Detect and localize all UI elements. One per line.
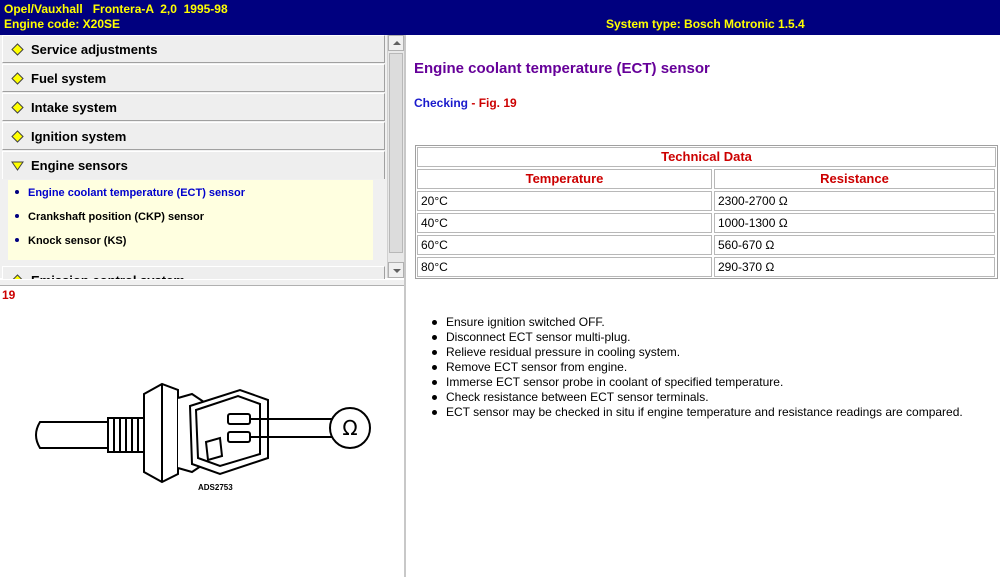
table-caption: Technical Data bbox=[417, 147, 996, 167]
resistance-cell: 290-370 Ω bbox=[714, 257, 995, 277]
bullet-icon bbox=[432, 395, 437, 400]
nav-subitem-label: Knock sensor (KS) bbox=[28, 235, 127, 247]
resistance-cell: 560-670 Ω bbox=[714, 235, 995, 255]
system-type: System type: Bosch Motronic 1.5.4 bbox=[606, 17, 805, 31]
diamond-arrow-down-icon bbox=[12, 160, 23, 171]
nav-subitem-label: Crankshaft position (CKP) sensor bbox=[28, 211, 205, 223]
figure-code: ADS2753 bbox=[198, 483, 233, 492]
engine-sensors-subpanel bbox=[8, 180, 373, 260]
scroll-down-button[interactable] bbox=[388, 262, 404, 278]
step-text: ECT sensor may be checked in situ if engine temperature and resistance readings are compared. bbox=[446, 405, 963, 419]
nav-subitem-ect-sensor[interactable] bbox=[8, 182, 373, 206]
bullet-icon bbox=[432, 335, 437, 340]
nav-category-fuel-system[interactable] bbox=[2, 64, 385, 92]
bullet-icon bbox=[15, 238, 19, 242]
scroll-up-button[interactable] bbox=[388, 35, 404, 51]
list-item bbox=[428, 360, 963, 375]
ect-sensor-diagram bbox=[20, 376, 380, 486]
list-item bbox=[428, 345, 963, 360]
step-text: Ensure ignition switched OFF. bbox=[446, 315, 605, 329]
column-header-resistance: Resistance bbox=[714, 169, 995, 189]
checking-heading bbox=[414, 96, 517, 110]
technical-data-table bbox=[415, 145, 998, 279]
bullet-icon bbox=[432, 320, 437, 325]
nav-category-label: Engine sensors bbox=[31, 158, 128, 173]
step-text: Relieve residual pressure in cooling system. bbox=[446, 345, 681, 359]
bullet-icon bbox=[15, 190, 19, 194]
table-row bbox=[416, 212, 997, 234]
temperature-cell: 80°C bbox=[417, 257, 712, 277]
table-caption-row bbox=[416, 146, 997, 168]
nav-category-label: Fuel system bbox=[31, 71, 107, 86]
nav-scrollbar[interactable] bbox=[387, 35, 404, 278]
bullet-icon bbox=[432, 410, 437, 415]
table-header-row bbox=[416, 168, 997, 190]
content-panel bbox=[406, 35, 1000, 577]
nav-category-ignition-system[interactable] bbox=[2, 122, 385, 150]
nav-category-engine-sensors[interactable] bbox=[2, 151, 385, 179]
horizontal-splitter[interactable] bbox=[0, 279, 404, 286]
nav-category-label: Service adjustments bbox=[31, 42, 158, 57]
bullet-icon bbox=[432, 350, 437, 355]
figure-link[interactable]: Fig. 19 bbox=[478, 96, 517, 110]
nav-subitem-knock-sensor[interactable] bbox=[8, 230, 373, 254]
temperature-cell: 20°C bbox=[417, 191, 712, 211]
temperature-cell: 60°C bbox=[417, 235, 712, 255]
table-row bbox=[416, 256, 997, 278]
sidebar-nav bbox=[0, 35, 405, 278]
list-item bbox=[428, 405, 963, 420]
list-item bbox=[428, 375, 963, 390]
bullet-icon bbox=[15, 214, 19, 218]
diamond-arrow-icon bbox=[12, 131, 23, 142]
nav-category-label: Ignition system bbox=[31, 129, 127, 144]
figure-panel bbox=[0, 286, 405, 577]
step-text: Remove ECT sensor from engine. bbox=[446, 360, 628, 374]
nav-category-service-adjustments[interactable] bbox=[2, 35, 385, 63]
step-text: Immerse ECT sensor probe in coolant of specified temperature. bbox=[446, 375, 784, 389]
vehicle-info: Opel/Vauxhall Frontera-A 2,0 1995-98 bbox=[4, 2, 228, 16]
list-item bbox=[428, 390, 963, 405]
temperature-cell: 40°C bbox=[417, 213, 712, 233]
diamond-arrow-icon bbox=[12, 102, 23, 113]
ohm-icon: Ω bbox=[342, 416, 358, 440]
nav-subitem-ckp-sensor[interactable] bbox=[8, 206, 373, 230]
nav-list bbox=[0, 35, 387, 278]
arrow-down-icon bbox=[393, 269, 401, 273]
engine-code: Engine code: X20SE bbox=[4, 17, 121, 31]
nav-category-label: Intake system bbox=[31, 100, 117, 115]
resistance-cell: 1000-1300 Ω bbox=[714, 213, 995, 233]
diamond-arrow-icon bbox=[12, 73, 23, 84]
table-row bbox=[416, 234, 997, 256]
page-title: Engine coolant temperature (ECT) sensor bbox=[414, 60, 710, 77]
resistance-cell: 2300-2700 Ω bbox=[714, 191, 995, 211]
nav-subitem-label: Engine coolant temperature (ECT) sensor bbox=[28, 187, 245, 199]
procedure-steps bbox=[428, 315, 963, 420]
list-item bbox=[428, 330, 963, 345]
checking-label: Checking bbox=[414, 96, 469, 110]
bullet-icon bbox=[432, 380, 437, 385]
list-item bbox=[428, 315, 963, 330]
figure-number: 19 bbox=[2, 288, 16, 302]
checking-separator: - bbox=[468, 96, 479, 110]
table-row bbox=[416, 190, 997, 212]
arrow-up-icon bbox=[393, 41, 401, 45]
bullet-icon bbox=[432, 365, 437, 370]
diamond-arrow-icon bbox=[12, 44, 23, 55]
step-text: Check resistance between ECT sensor terminals. bbox=[446, 390, 709, 404]
scroll-thumb[interactable] bbox=[389, 53, 403, 253]
app-header bbox=[0, 0, 1000, 35]
nav-category-intake-system[interactable] bbox=[2, 93, 385, 121]
column-header-temperature: Temperature bbox=[417, 169, 712, 189]
step-text: Disconnect ECT sensor multi-plug. bbox=[446, 330, 631, 344]
